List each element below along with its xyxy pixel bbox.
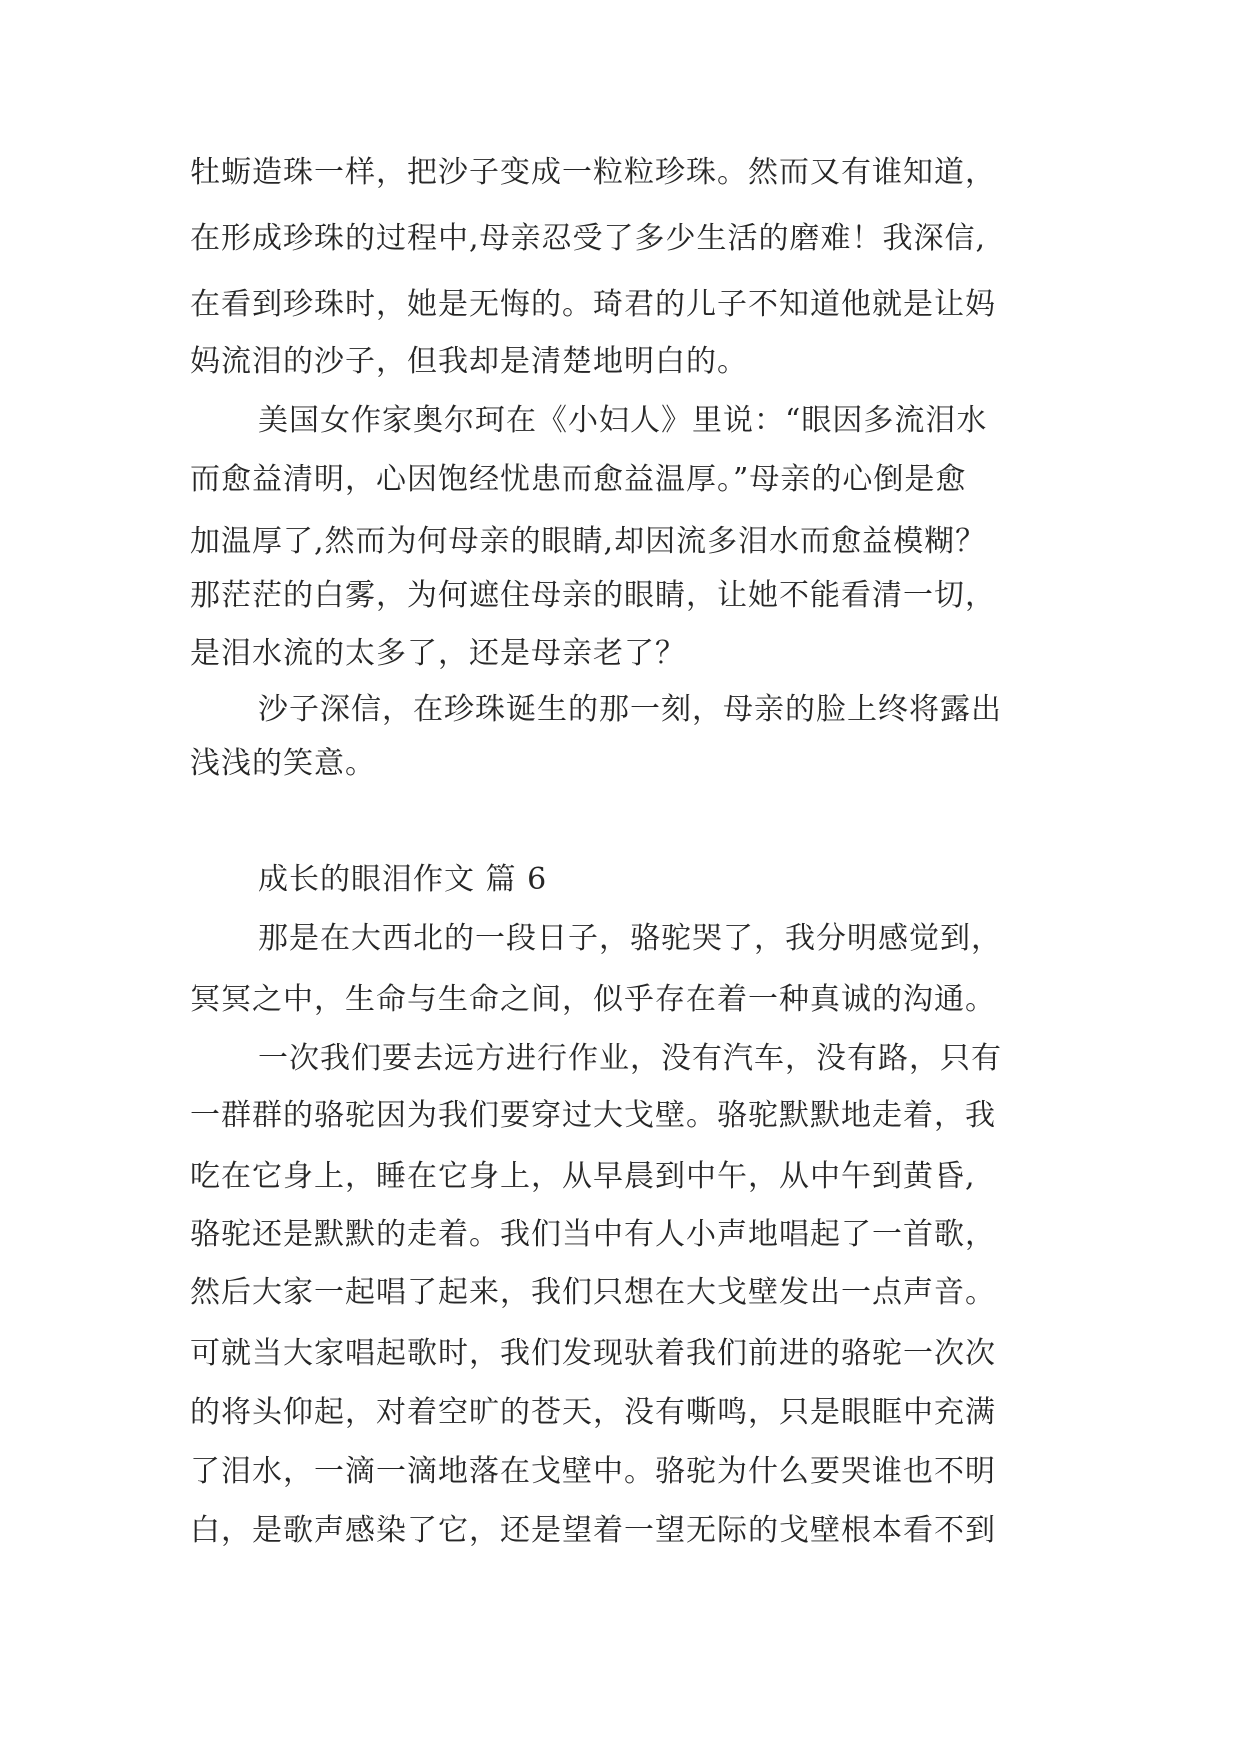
paragraph-start-line: 那是在大西北的一段日子，骆驼哭了，我分明感觉到， (258, 921, 1002, 956)
text-line: 在形成珍珠的过程中,母亲忍受了多少生活的磨难！我深信, (190, 221, 987, 256)
text-line: 是泪水流的太多了，还是母亲老了？ (190, 636, 686, 671)
text-line: 浅浅的笑意。 (190, 746, 376, 781)
text-line: 的将头仰起，对着空旷的苍天，没有嘶鸣，只是眼眶中充满 (190, 1395, 996, 1430)
text-line: 然后大家一起唱了起来，我们只想在大戈壁发出一点声音。 (190, 1275, 996, 1310)
text-line: 在看到珍珠时，她是无悔的。琦君的儿子不知道他就是让妈 (190, 287, 996, 322)
text-line: 一群群的骆驼因为我们要穿过大戈壁。骆驼默默地走着，我 (190, 1098, 996, 1133)
text-line: 骆驼还是默默的走着。我们当中有人小声地唱起了一首歌， (190, 1217, 996, 1252)
text-line: 了泪水，一滴一滴地落在戈壁中。骆驼为什么要哭谁也不明 (190, 1454, 996, 1489)
section-heading: 成长的眼泪作文 篇 6 (258, 862, 548, 897)
paragraph-start-line: 美国女作家奥尔珂在《小妇人》里说：“眼因多流泪水 (258, 403, 988, 438)
text-line: 吃在它身上，睡在它身上，从早晨到中午，从中午到黄昏, (190, 1159, 976, 1194)
text-line: 那茫茫的白雾，为何遮住母亲的眼睛，让她不能看清一切， (190, 578, 996, 613)
paragraph-start-line: 沙子深信，在珍珠诞生的那一刻，母亲的脸上终将露出 (258, 692, 1002, 727)
text-line: 而愈益清明，心因饱经忧患而愈益温厚。”母亲的心倒是愈 (190, 462, 967, 497)
text-line: 可就当大家唱起歌时，我们发现驮着我们前进的骆驼一次次 (190, 1336, 996, 1371)
text-line: 加温厚了,然而为何母亲的眼睛,却因流多泪水而愈益模糊？ (190, 524, 987, 559)
paragraph-start-line: 一次我们要去远方进行作业，没有汽车，没有路，只有 (258, 1041, 1002, 1076)
text-line: 白，是歌声感染了它，还是望着一望无际的戈壁根本看不到 (190, 1513, 996, 1548)
text-line: 妈流泪的沙子，但我却是清楚地明白的。 (190, 344, 748, 379)
text-line: 牡蛎造珠一样，把沙子变成一粒粒珍珠。然而又有谁知道， (190, 155, 996, 190)
text-line: 冥冥之中，生命与生命之间，似乎存在着一种真诚的沟通。 (190, 982, 996, 1017)
